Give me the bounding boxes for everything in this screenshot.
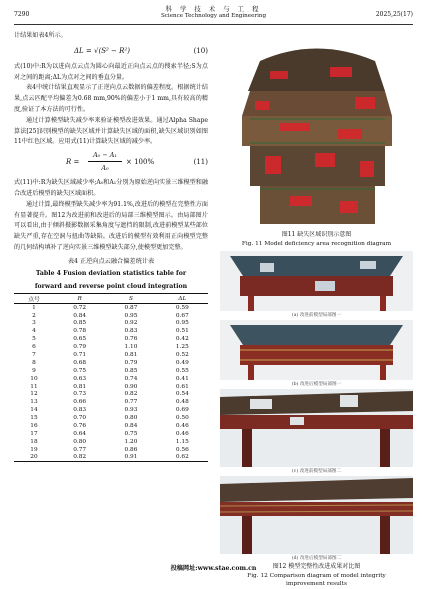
table-cell: 0.54 [175, 391, 189, 398]
table-row [14, 343, 208, 351]
table-cell: 0.67 [175, 312, 189, 319]
table-cell: 0.81 [124, 352, 138, 359]
page-number: 7290 [14, 11, 30, 18]
figure-12b-label: (b) 改进后模型局部图一 [291, 382, 342, 387]
table-cell: 0.80 [73, 438, 87, 445]
table-cell: 0.74 [124, 375, 138, 382]
table-cell: 0.68 [73, 359, 87, 366]
table-cell: 0.84 [73, 312, 87, 319]
deviation-table [14, 293, 208, 462]
table-cell: 14 [30, 407, 38, 414]
issue-info: 2025,25(17) [375, 11, 413, 18]
equation-rhs: × 100% [126, 158, 155, 167]
table-cell: 16 [30, 423, 38, 430]
table-cell: 12 [30, 391, 38, 398]
table-row [14, 454, 208, 462]
table-cell: 0.48 [175, 399, 189, 406]
table-row [14, 398, 208, 406]
table-cell: 0.56 [175, 446, 189, 453]
table-cell: 10 [30, 375, 38, 382]
table-cell: 6 [32, 344, 36, 351]
table-row [14, 406, 208, 414]
paragraph: 表4中统计结果直观显示了正逆向点云数据的偏差程度。根据统计结果,点云匹配平均偏差为0.68 mm,90%的偏差小于1 mm,具有较高的精度,验证了本方法的可行性。 [14, 84, 208, 113]
figure-11-image [220, 31, 413, 231]
table-cell: 2 [32, 312, 36, 319]
table-cell: 5 [32, 336, 36, 343]
equation-10 [14, 44, 208, 60]
table-cell: 0.55 [175, 367, 189, 374]
submission-url: 投稿网址:www.stae.com.cn [170, 565, 257, 572]
table-cell: 4 [32, 328, 36, 335]
table-cell: 0.59 [175, 304, 189, 311]
table-cell: 0.52 [175, 352, 189, 359]
table-cell: 0.72 [73, 304, 87, 311]
table-caption-en-2: forward and reverse point cloud integration [34, 282, 188, 290]
table-cell: 0.61 [175, 383, 189, 390]
table-cell: 0.51 [175, 328, 189, 335]
table-cell: 0.63 [73, 375, 87, 382]
col-header-r: R [77, 295, 82, 302]
table-row [14, 320, 208, 328]
table-row [14, 446, 208, 454]
table-cell: 3 [32, 320, 36, 327]
table-row [14, 351, 208, 359]
table-row [14, 375, 208, 383]
figure-12b-image [220, 320, 413, 380]
table-cell: 7 [32, 352, 36, 359]
table-row [14, 312, 208, 320]
table-row [14, 335, 208, 343]
table-row [14, 430, 208, 438]
figure-12a-image [220, 251, 413, 311]
figure-12c-label: (c) 改进前模型局部图二 [292, 469, 341, 474]
table-cell: 20 [30, 454, 38, 461]
table-header-row [14, 294, 208, 304]
table-body [14, 304, 208, 462]
figure-12-caption-cn: 图12 模型完整性改进成果对比图 [272, 563, 361, 570]
figure-11-caption-en: Fig. 11 Model deficiency area recognition diagram [241, 240, 392, 247]
table-cell: 0.77 [124, 399, 138, 406]
right-column [220, 31, 413, 589]
table-cell: 0.82 [124, 391, 138, 398]
figure-12d-label: (d) 改进后模型局部图二 [291, 556, 342, 561]
table-cell: 0.73 [73, 391, 87, 398]
table-cell: 1.10 [124, 344, 138, 351]
table-cell: 11 [30, 383, 38, 390]
table-cell: 0.92 [124, 320, 138, 327]
table-cell: 0.46 [175, 430, 189, 437]
equation-11 [14, 150, 208, 176]
table-cell: 0.83 [73, 407, 87, 414]
table-cell: 0.42 [175, 336, 189, 343]
table-caption-cn: 表4 正逆向点云融合偏差统计表 [67, 257, 155, 265]
table-cell: 0.80 [124, 415, 138, 422]
col-header-point: 点号 [28, 297, 40, 304]
table-cell: 0.66 [73, 399, 87, 406]
table-cell: 0.90 [124, 383, 138, 390]
table-cell: 9 [32, 367, 36, 374]
equation-number: (11) [193, 158, 208, 167]
table-cell: 0.76 [73, 423, 87, 430]
table-cell: 0.79 [124, 359, 138, 366]
figure-12c-image [220, 389, 413, 467]
table-row [14, 391, 208, 399]
table-cell: 0.70 [73, 415, 87, 422]
table-row [14, 383, 208, 391]
paragraph: 式(10)中:R为以进向点云点为圆心向最近正向点云点的搜索半径;S为点对之间的距离;ΔL为点对之间的垂直分量。 [14, 62, 208, 81]
table-cell: 18 [30, 438, 38, 445]
figure-11-caption-cn: 图11 缺失区域识别示意图 [281, 231, 352, 238]
table-cell: 19 [30, 446, 38, 453]
table-cell: 13 [30, 399, 38, 406]
table-row [14, 422, 208, 430]
table-row [14, 359, 208, 367]
figure-12a-label: (a) 改进前模型局部图一 [291, 313, 342, 318]
figure-12-caption-en-1: Fig. 12 Comparison diagram of model integrity [247, 572, 386, 579]
journal-title-cn: 科 学 技 术 与 工 程 [165, 5, 262, 13]
table-cell: 1 [32, 304, 36, 311]
equation-lhs: R = [66, 158, 80, 167]
figure-12-caption-en-2: improvement results [286, 581, 347, 587]
table-cell: 0.49 [175, 359, 189, 366]
table-caption-en-1: Table 4 Fusion deviation statistics table for [35, 270, 187, 278]
table-cell: 0.85 [73, 320, 87, 327]
equation-fraction [88, 151, 122, 172]
equation-number: (10) [193, 46, 208, 55]
fraction-denominator: A₀ [101, 164, 109, 173]
table-cell: 0.76 [124, 336, 138, 343]
table-cell: 0.64 [73, 430, 87, 437]
table-cell: 0.95 [124, 312, 138, 319]
paragraph: 计结果如表4所示。 [14, 32, 67, 39]
table-cell: 1.25 [175, 344, 189, 351]
header-rule [14, 24, 413, 25]
table-cell: 1.15 [175, 438, 189, 445]
table-cell: 0.91 [124, 454, 138, 461]
table-row [14, 327, 208, 335]
table-cell: 0.71 [73, 352, 87, 359]
paragraph: 通过计算,最终模型缺失减少率为91.1%,改进后的模型在完整性方面有显著提升。图12为改进前和改进后的局部三维模型图示。由局部图片可以看出,由于倾斜摄影数据采集角度与遮挡的限制,改进前模型某些部位缺失严重,存在空洞与扭曲等缺陷。改进后的模型有效利用正向模型完整的几何结构填补了逆向实景三维模型缺失部分,使模型更加完整。 [14, 200, 208, 251]
table-cell: 0.77 [73, 446, 87, 453]
table-row [14, 304, 208, 312]
table-row [14, 367, 208, 375]
col-header-dl: ΔL [178, 295, 187, 302]
table-cell: 0.81 [73, 383, 87, 390]
table-cell: 0.78 [73, 328, 87, 335]
table-cell: 0.93 [124, 407, 138, 414]
table-cell: 0.83 [124, 328, 138, 335]
col-header-s: S [129, 295, 133, 302]
table-cell: 17 [30, 430, 38, 437]
table-cell: 0.46 [175, 423, 189, 430]
table-cell: 0.86 [124, 446, 138, 453]
table-cell: 0.82 [73, 454, 87, 461]
table-cell: 0.65 [73, 336, 87, 343]
table-cell: 0.95 [175, 320, 189, 327]
table-cell: 0.79 [73, 344, 87, 351]
table-cell: 0.87 [124, 304, 138, 311]
table-cell: 1.20 [124, 438, 138, 445]
table-row [14, 438, 208, 446]
table-cell: 0.69 [175, 407, 189, 414]
table-cell: 0.75 [73, 367, 87, 374]
table-cell: 8 [32, 359, 36, 366]
fraction-numerator: A₀ − A₁ [93, 151, 117, 160]
table-cell: 0.85 [124, 367, 138, 374]
paragraph: 通过计算模型缺失减少率来验证模型改进效果。通过Alpha Shape算法[25]识别模型的缺失区域并计算缺失区域的面积,缺失区域识别如图11中红色区域。应用式(11)计算缺失区域的减少率。 [14, 116, 208, 146]
equation-body: ΔL = √(S² − R²) [74, 46, 130, 55]
paragraph: 式(11)中:R为缺失区域减少率;A₀和A₁分别为原始逆向实景三维模型和融合改进后模型的缺失区域面积。 [14, 179, 208, 197]
table-cell: 0.62 [175, 454, 189, 461]
table-row [14, 414, 208, 422]
table-cell: 0.41 [175, 375, 189, 382]
left-column [14, 31, 208, 462]
figure-12d-image [220, 476, 413, 554]
table-cell: 0.50 [175, 415, 189, 422]
journal-title-en: Science Technology and Engineering [160, 13, 267, 19]
table-cell: 0.75 [124, 430, 138, 437]
fraction-bar [88, 161, 122, 162]
table-cell: 15 [30, 415, 38, 422]
table-cell: 0.84 [124, 423, 138, 430]
